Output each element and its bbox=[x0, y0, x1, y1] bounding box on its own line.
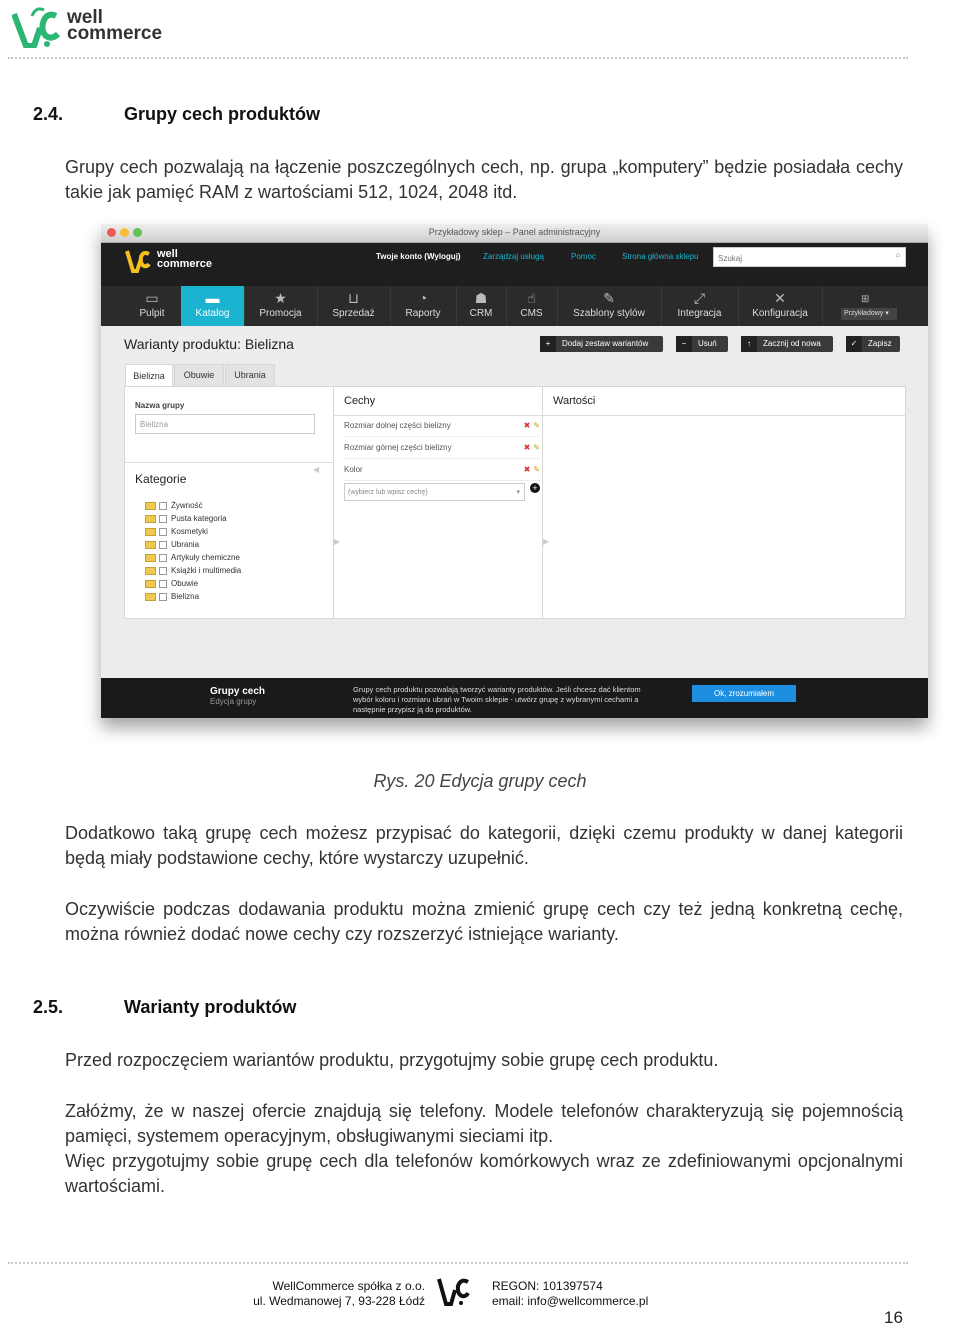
folder-icon bbox=[145, 502, 156, 510]
tab-bielizna[interactable]: Bielizna bbox=[125, 364, 173, 387]
nav-sprzedaz[interactable] bbox=[317, 286, 391, 326]
category-item[interactable] bbox=[145, 551, 325, 564]
folder-icon bbox=[145, 515, 156, 523]
nav-raporty[interactable] bbox=[390, 286, 457, 326]
feature-select-placeholder: (wybierz lub wpisz cechę) bbox=[348, 489, 428, 496]
nav-crm[interactable] bbox=[456, 286, 507, 326]
arrow-up-icon: ↑ bbox=[741, 336, 757, 352]
button-label: Zapisz bbox=[868, 339, 892, 348]
nav-promocja[interactable] bbox=[244, 286, 318, 326]
nav-label: CMS bbox=[520, 308, 543, 319]
category-item[interactable] bbox=[145, 577, 325, 590]
store-switcher[interactable] bbox=[841, 294, 897, 320]
search-box[interactable] bbox=[713, 247, 906, 267]
start-over-button[interactable] bbox=[741, 336, 833, 352]
brush-icon: ✎ bbox=[603, 290, 615, 306]
feature-row[interactable] bbox=[344, 459, 540, 481]
nav-konfiguracja[interactable] bbox=[738, 286, 823, 326]
pie-chart-icon: ◔ bbox=[418, 290, 428, 306]
category-label: Żywność bbox=[171, 501, 203, 510]
admin-logo-icon bbox=[125, 247, 151, 273]
feature-select[interactable] bbox=[344, 483, 525, 501]
edit-icon[interactable]: ✎ bbox=[533, 465, 540, 474]
panel-divider bbox=[125, 462, 334, 463]
category-item[interactable] bbox=[145, 538, 325, 551]
delete-button[interactable] bbox=[676, 336, 728, 352]
users-icon: ☗ bbox=[474, 290, 488, 306]
values-title: Wartości bbox=[553, 395, 596, 407]
window-title: Przykładowy sklep – Panel administracyjny bbox=[428, 227, 601, 237]
panel-arrow-icon: ▶ bbox=[334, 537, 341, 546]
add-feature-icon[interactable]: + bbox=[530, 483, 540, 493]
window-titlebar bbox=[101, 224, 928, 243]
search-input[interactable] bbox=[714, 251, 878, 267]
section-title: Warianty produktów bbox=[124, 997, 297, 1017]
category-label: Książki i multimedia bbox=[171, 566, 242, 575]
features-title: Cechy bbox=[344, 395, 376, 407]
help-text-line: Grupy cech produktu pozwalają tworzyć warianty produktów. Jeśli chcesz dać klientom bbox=[353, 685, 641, 694]
checkbox[interactable] bbox=[159, 502, 167, 510]
nav-integracja[interactable] bbox=[661, 286, 739, 326]
category-label: Pusta kategoria bbox=[171, 514, 227, 523]
nav-label: Pulpit bbox=[139, 308, 165, 319]
paragraph-6: Więc przygotujmy sobie grupę cech dla telefonów komórkowych wraz ze zdefiniowanymi opcjonalnymi wartościami. bbox=[65, 1151, 903, 1196]
store-select-value: Przykładowy bbox=[844, 310, 884, 317]
paragraph-3: Oczywiście podczas dodawania produktu można zmienić grupę cech czy też jedną konkretną cechę, można również dodać nowe cechy czy rozszerzyć istniejące warianty. bbox=[65, 899, 903, 944]
nav-label: Promocja bbox=[259, 308, 302, 319]
button-label: Zacznij od nowa bbox=[763, 339, 821, 348]
header-divider bbox=[8, 57, 908, 59]
top-link-store[interactable]: Strona główna sklepu bbox=[622, 252, 699, 261]
paragraph-5: Załóżmy, że w naszej ofercie znajdują się telefony. Modele telefonów charakteryzują się pojemnością pamięci, systemem operacyjnym, obsługiwanymi sieciami itp. bbox=[65, 1101, 903, 1146]
checkbox[interactable] bbox=[159, 554, 167, 562]
folder-icon: ▬ bbox=[205, 290, 220, 306]
nav-cms[interactable] bbox=[506, 286, 558, 326]
feature-row[interactable] bbox=[344, 415, 540, 437]
feature-label: Kolor bbox=[344, 465, 363, 474]
admin-brand-line2: commerce bbox=[157, 258, 213, 270]
folder-icon bbox=[145, 541, 156, 549]
category-tree bbox=[145, 499, 325, 603]
category-label: Bielizna bbox=[171, 592, 200, 601]
section-title: Grupy cech produktów bbox=[124, 104, 321, 124]
checkbox[interactable] bbox=[159, 580, 167, 588]
minus-icon: − bbox=[676, 336, 692, 352]
search-icon[interactable]: ⌕ bbox=[895, 250, 901, 261]
tab-ubrania[interactable]: Ubrania bbox=[225, 364, 275, 387]
checkbox[interactable] bbox=[159, 567, 167, 575]
folder-icon bbox=[145, 593, 156, 601]
admin-panel-screenshot bbox=[101, 224, 928, 718]
collapse-arrow-icon[interactable]: ◀ bbox=[313, 465, 320, 474]
group-name-label: Nazwa grupy bbox=[135, 401, 185, 410]
categories-title: Kategorie bbox=[135, 472, 187, 486]
folder-icon bbox=[145, 554, 156, 562]
footer-company bbox=[240, 1279, 425, 1309]
category-label: Kosmetyki bbox=[171, 527, 208, 536]
delete-x-icon[interactable]: ✖ bbox=[523, 443, 531, 452]
hand-icon: ☝ bbox=[527, 290, 536, 306]
star-icon: ★ bbox=[274, 290, 287, 306]
page-number: 16 bbox=[884, 1308, 903, 1327]
cart-icon: ⊔ bbox=[348, 290, 359, 306]
category-item[interactable] bbox=[145, 564, 325, 577]
section-number: 2.4. bbox=[33, 104, 64, 124]
save-button[interactable] bbox=[846, 336, 900, 352]
category-item[interactable] bbox=[145, 525, 325, 538]
feature-label: Rozmiar dolnej części bielizny bbox=[344, 421, 451, 430]
footer-contact bbox=[492, 1279, 712, 1309]
nav-label: Sprzedaż bbox=[332, 308, 375, 319]
help-text bbox=[353, 685, 673, 715]
footer-divider bbox=[8, 1262, 908, 1264]
checkbox[interactable] bbox=[159, 528, 167, 536]
panel-arrow-icon: ▶ bbox=[543, 537, 550, 546]
group-panel bbox=[124, 386, 335, 619]
category-label: Ubrania bbox=[171, 540, 200, 549]
page-title: Warianty produktu: Bielizna bbox=[124, 336, 294, 352]
nav-label: Integracja bbox=[677, 308, 722, 319]
top-link-help[interactable]: Pomoc bbox=[571, 252, 596, 261]
admin-brand bbox=[157, 249, 212, 269]
group-tabs bbox=[125, 364, 305, 386]
footer-company-name: WellCommerce spółka z o.o. bbox=[272, 1279, 425, 1293]
admin-main-nav bbox=[101, 286, 928, 326]
nav-katalog[interactable] bbox=[181, 286, 245, 326]
feature-list bbox=[344, 415, 540, 481]
section-2-4-heading bbox=[33, 104, 320, 125]
help-bar bbox=[101, 678, 928, 718]
delete-x-icon[interactable]: ✖ bbox=[523, 465, 531, 474]
category-label: Artykuły chemiczne bbox=[171, 553, 240, 562]
header-brand bbox=[67, 7, 163, 44]
figure-caption: Rys. 20 Edycja grupy cech bbox=[373, 771, 587, 791]
chevron-down-icon: ▾ bbox=[516, 489, 520, 496]
check-icon: ✓ bbox=[846, 336, 862, 352]
paragraph-4: Przed rozpoczęciem wariantów produktu, przygotujmy sobie grupę cech produktu. bbox=[65, 1050, 719, 1070]
group-name-field[interactable]: Bielizna bbox=[135, 414, 315, 434]
paragraph-2: Dodatkowo taką grupę cech możesz przypisać do kategorii, dzięki czemu produkty w danej kategorii będą miały podstawione cechy, które wystarczy uzupełnić. bbox=[65, 823, 903, 868]
category-label: Obuwie bbox=[171, 579, 199, 588]
paragraph-1: Grupy cech pozwalają na łączenie poszczególnych cech, np. grupa „komputery” będzie posiadała cechy takie jak pamięć RAM z wartościami 512, 1024, 2048 itd. bbox=[65, 157, 903, 202]
button-label: Usuń bbox=[698, 339, 717, 348]
tools-icon: ✕ bbox=[774, 290, 786, 306]
top-link-manage[interactable]: Zarządzaj usługą bbox=[483, 252, 544, 261]
admin-topbar bbox=[101, 243, 928, 286]
nav-label: CRM bbox=[469, 308, 493, 319]
footer-email: email: info@wellcommerce.pl bbox=[492, 1294, 649, 1308]
feature-row[interactable] bbox=[344, 437, 540, 459]
header-brand-line1: well bbox=[67, 7, 103, 28]
store-grid-icon: ⊞ bbox=[861, 294, 870, 305]
edit-icon[interactable]: ✎ bbox=[533, 443, 540, 452]
footer-logo-icon bbox=[437, 1274, 471, 1306]
section-2-5-heading bbox=[33, 997, 296, 1018]
arrows-icon: ⤢ bbox=[693, 290, 706, 306]
nav-label: Raporty bbox=[405, 308, 441, 319]
folder-icon bbox=[145, 528, 156, 536]
plus-icon: + bbox=[540, 336, 556, 352]
footer-address: ul. Wedmanowej 7, 93-228 Łódź bbox=[253, 1294, 425, 1308]
header-brand-line2: commerce bbox=[67, 23, 163, 44]
help-subtitle: Edycja grupy bbox=[210, 697, 257, 706]
checkbox[interactable] bbox=[159, 541, 167, 549]
edit-icon[interactable]: ✎ bbox=[533, 421, 540, 430]
add-variant-set-button[interactable] bbox=[540, 336, 663, 352]
checkbox[interactable] bbox=[159, 515, 167, 523]
monitor-icon: ▭ bbox=[145, 290, 159, 306]
nav-label: Konfiguracja bbox=[752, 308, 808, 319]
values-panel bbox=[542, 386, 906, 619]
nav-szablony[interactable] bbox=[557, 286, 662, 326]
category-item[interactable] bbox=[145, 590, 325, 603]
tab-obuwie[interactable]: Obuwie bbox=[174, 364, 224, 387]
folder-icon bbox=[145, 580, 156, 588]
features-panel bbox=[333, 386, 544, 619]
admin-brand-line1: well bbox=[157, 248, 178, 260]
footer-regon: REGON: 101397574 bbox=[492, 1279, 603, 1293]
nav-pulpit[interactable] bbox=[123, 286, 182, 326]
wellcommerce-logo-icon bbox=[12, 6, 62, 48]
delete-x-icon[interactable]: ✖ bbox=[523, 421, 531, 430]
section-number: 2.5. bbox=[33, 997, 64, 1017]
help-title: Grupy cech bbox=[210, 686, 266, 697]
category-item[interactable] bbox=[145, 512, 325, 525]
feature-label: Rozmiar górnej części bielizny bbox=[344, 443, 452, 452]
help-ok-button[interactable]: Ok, zrozumiałem bbox=[692, 685, 796, 702]
nav-label: Katalog bbox=[195, 308, 230, 319]
top-link-account[interactable]: Twoje konto (Wyloguj) bbox=[376, 252, 461, 261]
folder-icon bbox=[145, 567, 156, 575]
button-label: Dodaj zestaw wariantów bbox=[562, 339, 649, 348]
category-item[interactable] bbox=[145, 499, 325, 512]
checkbox[interactable] bbox=[159, 593, 167, 601]
nav-label: Szablony stylów bbox=[573, 308, 645, 319]
help-text-line: wybór koloru i rozmiaru ubrań w Twoim sklepie - utwórz grupę z wybranymi cechami a bbox=[353, 695, 639, 704]
help-text-line: następnie przypisz ją do produktów. bbox=[353, 705, 472, 714]
store-select[interactable]: Przykładowy ▾ bbox=[841, 308, 897, 320]
panel-divider bbox=[543, 415, 905, 416]
